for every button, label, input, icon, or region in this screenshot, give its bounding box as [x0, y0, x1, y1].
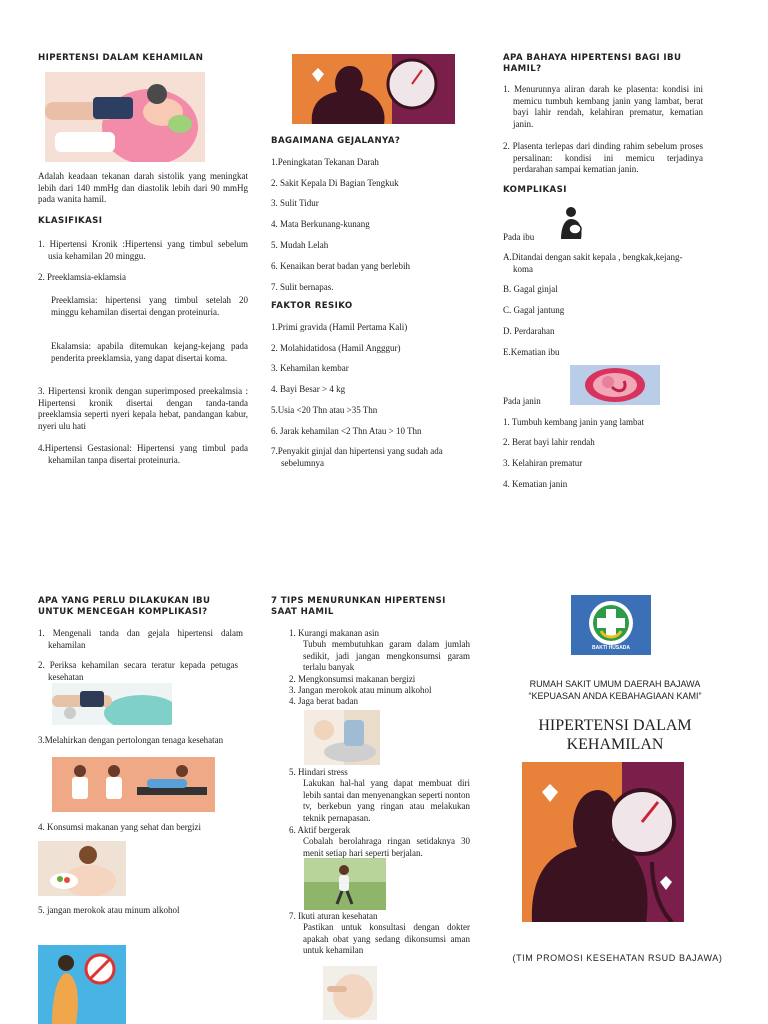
team-credit: (TIM PROMOSI KESEHATAN RSUD BAJAWA)	[512, 953, 723, 963]
hypertension-pregnancy-illustration	[292, 54, 455, 124]
pencegahan-item-3: 3.Melahirkan dengan pertolongan tenaga kesehatan	[38, 735, 224, 745]
title-hipertensi: HIPERTENSI DALAM KEHAMILAN	[38, 53, 204, 63]
pregnant-consult-photo	[323, 966, 377, 1020]
klasifikasi-item-2b: Ekalamsia: apabila ditemukan kejang-kejang pada penderita preeklamsia, yang dapat disertai koma.	[51, 341, 248, 363]
faktor-item-6: 6. Jarak kehamilan <2 Thn Atau > 10 Thn	[271, 426, 422, 436]
klasifikasi-item-2: 2. Preeklamsia-eklamsia	[38, 272, 126, 282]
tip-6: 6. Aktif bergerak	[289, 825, 351, 835]
tip-1-desc: Tubuh membutuhkan garam dalam jumlah sedikit, jadi jangan mengkonsumsi garam terlalu banyak	[303, 639, 470, 673]
healthy-food-photo	[38, 841, 126, 896]
bakti-husada-logo	[571, 595, 651, 655]
cover-title: HIPERTENSI DALAM KEHAMILAN	[538, 717, 692, 754]
bahaya-item-2: 2. Plasenta terlepas dari dinding rahim sebelum proses persalinan: kondisi ini memicu terjadinya perdarahan sampai kematian janin.	[503, 141, 703, 175]
klasifikasi-item-1: 1. Hipertensi Kronik :Hipertensi yang timbul sebelum usia kehamilan 20 minggu.	[38, 239, 248, 261]
weighing-scale-photo	[304, 710, 380, 765]
komplikasi-heading: KOMPLIKASI	[503, 185, 567, 195]
tip-6-desc: Cobalah berolahraga ringan setidaknya 30 menit setiap hari seperti berjalan.	[303, 836, 470, 858]
tip-7-desc: Pastikan untuk konsultasi dengan dokter apakah obat yang sedang dikonsumsi aman untuk kehamilan	[303, 922, 470, 956]
cover-illustration	[522, 762, 684, 922]
tip-2: 2. Mengkonsumsi makanan bergizi	[289, 674, 416, 684]
faktor-heading: FAKTOR RESIKO	[271, 301, 353, 311]
tip-7: 7. Ikuti aturan kesehatan	[289, 911, 378, 921]
bahaya-heading: APA BAHAYA HIPERTENSI BAGI IBU HAMIL?	[503, 53, 682, 74]
janin-item-1: 1. Tumbuh kembang janin yang lambat	[503, 417, 644, 427]
klasifikasi-item-2a: Preeklamsia: hipertensi yang timbul setelah 20 minggu kehamilan disertai dengan proteinuria.	[51, 295, 248, 317]
intro-paragraph: Adalah keadaan tekanan darah sistolik yang meningkat lebih dari 140 mmHg dan diastolik lebih dari 90 mmHg pada wanita hamil.	[38, 171, 248, 205]
gejala-heading: BAGAIMANA GEJALANYA?	[271, 136, 401, 146]
pencegahan-heading: APA YANG PERLU DILAKUKAN IBU UNTUK MENCEGAH KOMPLIKASI?	[38, 596, 211, 617]
faktor-item-7: 7.Penyakit ginjal dan hipertensi yang sudah ada sebelumnya	[271, 446, 443, 468]
fetus-illustration	[570, 365, 660, 405]
no-smoking-illustration	[38, 945, 126, 1024]
gejala-item-3: 3. Sulit Tidur	[271, 198, 319, 208]
gejala-item-6: 6. Kenaikan berat badan yang berlebih	[271, 261, 410, 271]
tips-heading: 7 TIPS MENURUNKAN HIPERTENSI SAAT HAMIL	[271, 596, 446, 617]
pencegahan-item-5: 5. jangan merokok atau minum alkohol	[38, 905, 180, 915]
birth-assistance-illustration	[52, 757, 215, 812]
tip-3: 3. Jangan merokok atau minum alkohol	[289, 685, 432, 695]
tip-5: 5. Hindari stress	[289, 767, 348, 777]
faktor-item-2: 2. Molahidatidosa (Hamil Angggur)	[271, 343, 401, 353]
ibu-item-c: C. Gagal jantung	[503, 305, 565, 315]
gejala-item-2: 2. Sakit Kepala Di Bagian Tengkuk	[271, 178, 399, 188]
klasifikasi-heading: KLASIFIKASI	[38, 216, 103, 226]
klasifikasi-item-3: 3. Hipertensi kronik dengan superimposed preekalmsia : Hipertensi kronik disertai dengan tanda-tanda preeklamsia seperti nyeri kepala hebat, pandangan kabur, nyeri ulu hati	[38, 386, 248, 432]
janin-item-2: 2. Berat bayi lahir rendah	[503, 437, 595, 447]
hospital-motto: “KEPUASAN ANDA KEBAHAGIAAN KAMI”	[528, 691, 702, 701]
hospital-name: RUMAH SAKIT UMUM DAERAH BAJAWA	[529, 679, 701, 689]
ibu-item-b: B. Gagal ginjal	[503, 284, 558, 294]
ibu-item-e: E.Kematian ibu	[503, 347, 560, 357]
janin-item-3: 3. Kelahiran prematur	[503, 458, 583, 468]
klasifikasi-item-4: 4.Hipertensi Gestasional: Hipertensi yang timbul pada kehamilan tanpa disertai proteinuria.	[38, 443, 248, 465]
faktor-item-4: 4. Bayi Besar > 4 kg	[271, 384, 346, 394]
gejala-item-5: 5. Mudah Lelah	[271, 240, 329, 250]
logo-text: BAKTI HUSADA	[591, 645, 631, 651]
ibu-item-a: A.Ditandai dengan sakit kepala , bengkak,kejang-koma	[503, 252, 683, 274]
pencegahan-item-2: 2. Periksa kehamilan secara teratur kepada petugas kesehatan	[38, 660, 238, 682]
faktor-item-3: 3. Kehamilan kembar	[271, 363, 349, 373]
gejala-item-7: 7. Sulit bernapas.	[271, 282, 334, 292]
ibu-item-d: D. Perdarahan	[503, 326, 555, 336]
janin-item-4: 4. Kematian janin	[503, 479, 568, 489]
pada-janin-label: Pada janin	[503, 396, 541, 406]
faktor-item-5: 5.Usia <20 Thn atau >35 Thn	[271, 405, 378, 415]
tip-1: 1. Kurangi makanan asin	[289, 628, 379, 638]
pregnant-bp-check-photo	[45, 72, 205, 162]
gejala-item-1: 1.Peningkatan Tekanan Darah	[271, 157, 379, 167]
pencegahan-item-1: 1. Mengenali tanda dan gejala hipertensi dalam kehamilan	[38, 628, 243, 650]
tip-5-desc: Lakukan hal-hal yang dapat membuat diri lebih santai dan menyenangkan seperti nonton tv, berkebun yang ringan atau melakukan teknik pernapasan.	[303, 778, 470, 824]
pada-ibu-label: Pada ibu	[503, 232, 535, 242]
walking-exercise-photo	[304, 858, 386, 910]
faktor-item-1: 1.Primi gravida (Hamil Pertama Kali)	[271, 322, 408, 332]
bp-checkup-photo	[52, 683, 172, 725]
tip-4: 4. Jaga berat badan	[289, 696, 358, 706]
bahaya-item-1: 1. Menurunnya aliran darah ke plasenta: kondisi ini memicu tumbuh kembang janin yang lambat, berat bayi lahir rendah, kelahiran prematur, kematian janin.	[503, 84, 703, 130]
pencegahan-item-4: 4. Konsumsi makanan yang sehat dan bergizi	[38, 822, 202, 832]
gejala-item-4: 4. Mata Berkunang-kunang	[271, 219, 370, 229]
